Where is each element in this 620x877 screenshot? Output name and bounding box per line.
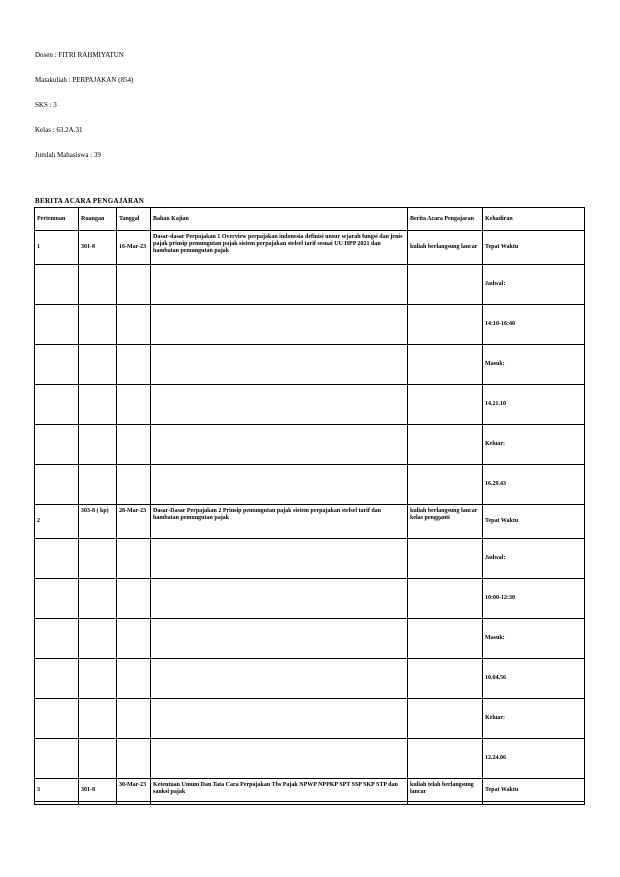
dosen-line: Dosen : FITRI RAHMIYATUN — [35, 51, 124, 59]
table-row — [35, 231, 585, 265]
kehadiran-cell: 10.04.56 — [483, 659, 585, 699]
kelas-line: Kelas : 63.2A.31 — [35, 126, 83, 134]
kehadiran-cell: Keluar: — [483, 699, 585, 739]
tanggal-cell: 28-Mar-23 — [117, 505, 151, 539]
table-row — [35, 305, 585, 345]
table-row — [35, 619, 585, 659]
table-row — [35, 425, 585, 465]
ruangan-cell: 301-8 — [79, 779, 117, 802]
table-row — [35, 739, 585, 779]
sks-line: SKS : 3 — [35, 101, 57, 109]
berita-acara-cell: kuliah berlangsung lancar — [408, 231, 483, 265]
table-row — [35, 385, 585, 425]
col-pertemuan: Pertemuan — [35, 208, 79, 231]
table-row — [35, 505, 585, 539]
kehadiran-cell: 14.21.10 — [483, 385, 585, 425]
kehadiran-cell: Masuk: — [483, 345, 585, 385]
kehadiran-cell: Keluar: — [483, 425, 585, 465]
kehadiran-cell: 14:10-16:40 — [483, 305, 585, 345]
kehadiran-cell: Tepat Waktu — [483, 779, 585, 802]
col-bahan-kajian: Bahan Kajian — [151, 208, 408, 231]
table-row — [35, 802, 585, 805]
table-row — [35, 779, 585, 802]
bahan-kajian-cell: Ketentuan Umum Dan Tata Cara Perpajakan Tbs Pajak NPWP NPPKP SPT SSP SKP STP dan sanksi pajak — [151, 779, 408, 802]
bahan-kajian-cell: Dasar-Dasar Perpajakan 2 Prinsip pemungutan pajak sistem perpajakan stelsel tarif dan hambatan pemungutan pajak — [151, 505, 408, 539]
tanggal-cell: 16-Mar-23 — [117, 231, 151, 265]
tanggal-cell: 30-Mar-23 — [117, 779, 151, 802]
berita-acara-cell: kuliah telah berlangsung lancar — [408, 779, 483, 802]
bahan-kajian-cell: Dasar-dasar Perpajakan 1 Overview perpajakan indonesia definisi unsur sejarah fungsi dan jenis pajak prinsip pemungutan pajak sistem perpajakan stelsel tarif sesuai UU HPP 2021 dan hambatan pemungutan pajak — [151, 231, 408, 265]
pertemuan-cell: 1 — [35, 231, 79, 265]
kehadiran-cell: Tepat Waktu — [483, 505, 585, 539]
berita-acara-table — [34, 207, 585, 805]
page-title: BERITA ACARA PENGAJARAN — [35, 197, 145, 205]
table-row — [35, 699, 585, 739]
table-row — [35, 539, 585, 579]
kehadiran-cell: 10:00-12:30 — [483, 579, 585, 619]
table-row — [35, 579, 585, 619]
matakuliah-line: Matakuliah : PERPAJAKAN (854) — [35, 76, 134, 84]
kehadiran-cell: Tepat Waktu — [483, 231, 585, 265]
kehadiran-cell: Masuk: — [483, 619, 585, 659]
ruangan-cell: 303-8 ( kp) — [79, 505, 117, 539]
kehadiran-cell: 12.24.06 — [483, 739, 585, 779]
ruangan-cell: 301-8 — [79, 231, 117, 265]
col-berita-acara: Berita Acara Pengajaran — [408, 208, 483, 231]
kehadiran-cell: Jadwal: — [483, 265, 585, 305]
kehadiran-cell: 16.29.43 — [483, 465, 585, 505]
col-ruangan: Ruangan — [79, 208, 117, 231]
table-row — [35, 465, 585, 505]
pertemuan-cell: 3 — [35, 779, 79, 802]
pertemuan-cell: 2 — [35, 505, 79, 539]
table-row — [35, 345, 585, 385]
table-header-row — [35, 208, 585, 231]
col-kehadiran: Kehadiran — [483, 208, 585, 231]
berita-acara-cell: kuliah berlangsung lancar kelas pengganti — [408, 505, 483, 539]
table-row — [35, 265, 585, 305]
kehadiran-cell: Jadwal: — [483, 539, 585, 579]
col-tanggal: Tanggal — [117, 208, 151, 231]
table-row — [35, 659, 585, 699]
jumlah-mahasiswa-line: Jumlah Mahasiswa : 39 — [35, 151, 101, 159]
